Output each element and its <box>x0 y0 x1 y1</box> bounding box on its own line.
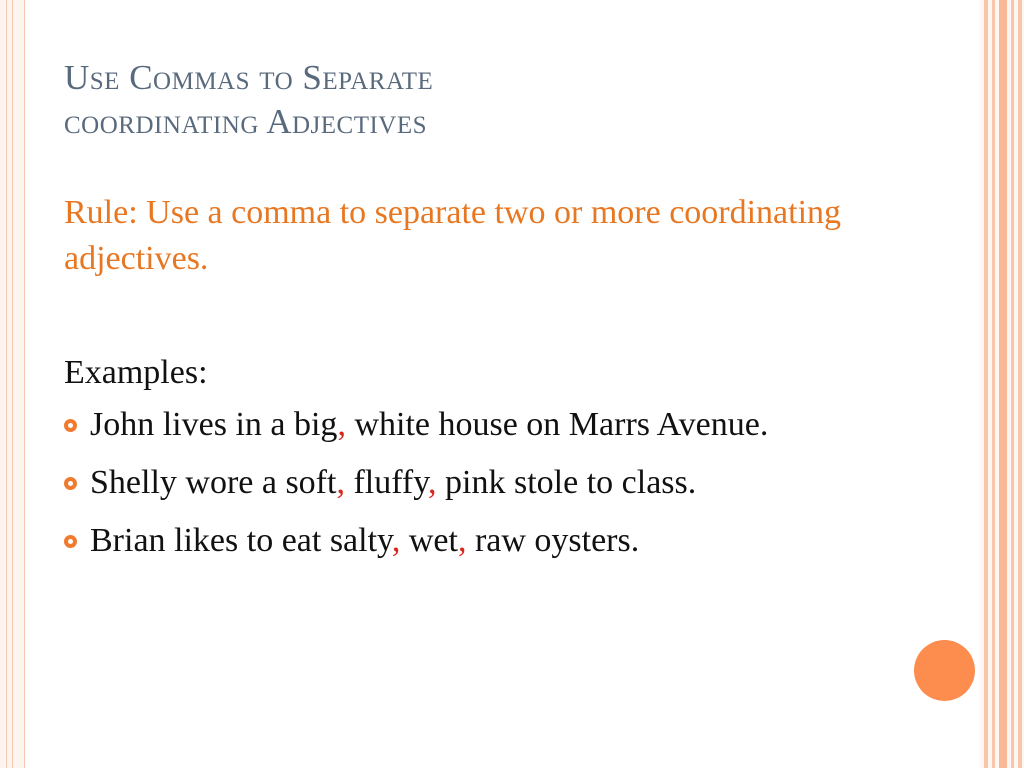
right-stripe <box>992 0 995 768</box>
slide-title-line-1: Use Commas to Separate <box>64 58 434 97</box>
orange-circle-decoration <box>914 640 975 701</box>
example-text: wet <box>400 522 458 559</box>
comma-highlight: , <box>457 522 467 559</box>
bullet-icon <box>64 419 77 432</box>
example-text: white house on Marrs Avenue. <box>345 406 769 443</box>
bullet-icon <box>64 535 77 548</box>
example-text: pink stole to class. <box>436 464 697 501</box>
right-stripe <box>984 0 988 768</box>
comma-highlight: , <box>336 464 345 501</box>
rule-text: Rule: Use a comma to separate two or more coordinating adjectives. <box>64 194 842 277</box>
example-text: fluffy <box>344 464 429 501</box>
example-item <box>64 402 884 448</box>
comma-highlight: , <box>337 406 346 443</box>
comma-highlight: , <box>428 464 437 501</box>
right-border-stripes <box>980 0 1024 768</box>
example-item <box>64 518 884 564</box>
left-border-line <box>6 0 7 768</box>
example-text: raw oysters. <box>466 522 640 559</box>
example-text: John lives in a big <box>90 406 338 443</box>
bullet-icon <box>64 477 77 490</box>
example-item <box>64 460 884 506</box>
left-border-frame <box>0 0 25 768</box>
slide-title <box>64 56 884 144</box>
examples-list <box>64 402 884 576</box>
examples-label: Examples: <box>64 354 208 391</box>
left-border-line <box>12 0 13 768</box>
slide-title-line-2: coordinating Adjectives <box>64 102 428 141</box>
right-stripe <box>1018 0 1022 768</box>
example-text: Brian likes to eat salty <box>90 522 392 559</box>
right-stripe <box>999 0 1007 768</box>
comma-highlight: , <box>391 522 401 559</box>
right-stripe <box>1011 0 1014 768</box>
example-text: Shelly wore a soft <box>90 464 337 501</box>
